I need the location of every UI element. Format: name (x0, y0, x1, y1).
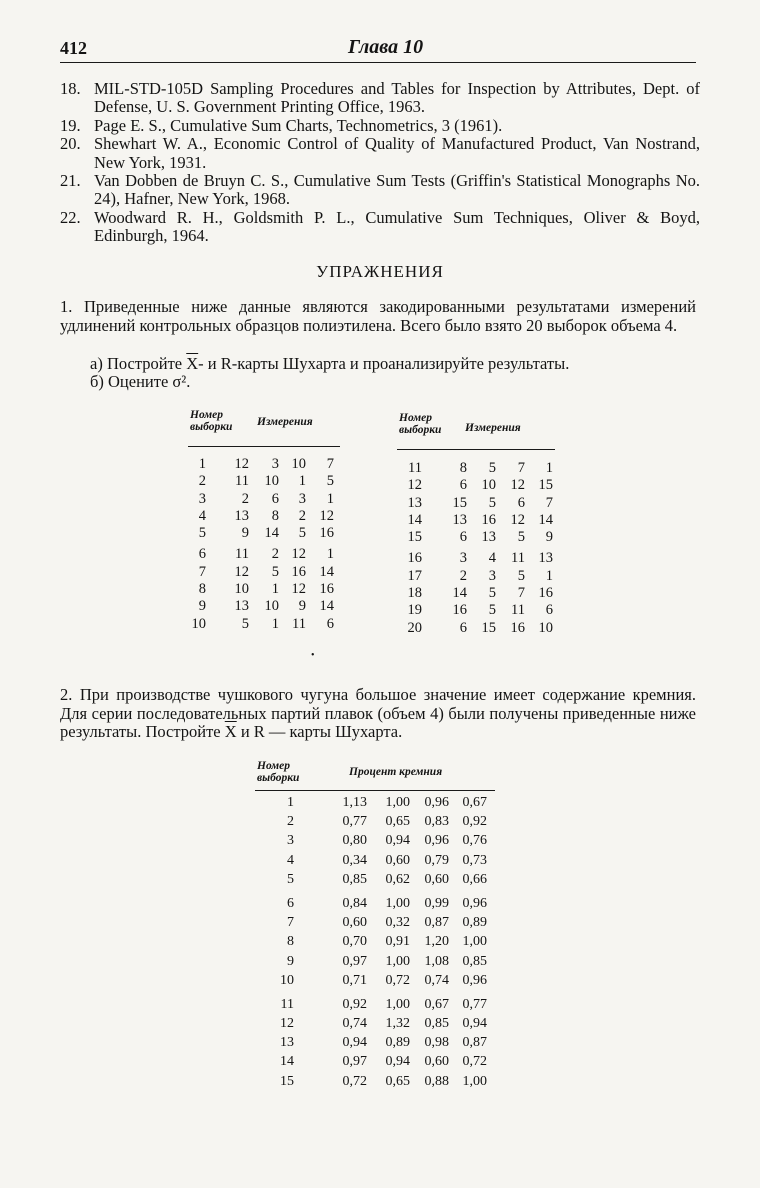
table-cell: 0,96 (462, 895, 487, 911)
table-cell: 0,96 (462, 972, 487, 988)
table-cell: 16 (452, 602, 467, 619)
table-cell: 0,65 (385, 1073, 410, 1089)
table-cell: 0,92 (342, 996, 367, 1012)
page-number: 412 (60, 38, 87, 58)
table-cell: 13 (234, 598, 249, 615)
exercise-2-prefix: 2. При производстве чушкового чугуна большое значение имеет содержание кремния. Для серии последовательных партий плавок (объем 4) были получены приведенные ниже результаты. Постройте (60, 685, 696, 741)
table-row (272, 894, 487, 913)
x-bar-symbol: $\overline{X}$ (224, 722, 237, 741)
table-row (272, 1014, 487, 1033)
table-cell: 9 (545, 529, 553, 546)
table-cell: 0,80 (342, 833, 367, 849)
table-cell: 6 (459, 477, 467, 494)
table-cell: 2 (271, 546, 279, 563)
exercise-1-item-a (90, 355, 569, 374)
table-cell: 5 (298, 525, 306, 542)
reference-text: Woodward R. H., Goldsmith P. L., Cumulative Sum Techniques, Oliver & Boyd, Edinburgh, 1964. (94, 207, 700, 246)
header-line: выборки (257, 772, 300, 784)
table-cell: 0,88 (424, 1073, 449, 1089)
table-cell: 16 (510, 619, 525, 636)
table1-right-body (400, 460, 553, 637)
table-cell: 9 (298, 598, 306, 615)
table-cell: 15 (452, 494, 467, 511)
table-cell: 1,00 (385, 795, 410, 810)
exercise-2-text (60, 686, 696, 742)
table2-rule (255, 790, 495, 791)
table-cell: 8 (287, 934, 294, 950)
table-cell: 1 (545, 460, 553, 476)
table-cell: 0,77 (462, 996, 487, 1012)
exercise-2-rest: и R — карты Шухарта. (240, 722, 403, 741)
table-cell: 14 (538, 511, 553, 528)
header-line: выборки (399, 424, 442, 436)
header-line: Номер (190, 409, 223, 421)
reference-number: 19. (60, 115, 81, 135)
table-cell: 17 (407, 567, 422, 584)
table-row (186, 581, 334, 598)
table-cell: 1,00 (462, 1073, 487, 1089)
table-cell: 0,85 (342, 871, 367, 887)
table-cell: 9 (241, 525, 249, 542)
table-cell: 4 (488, 550, 496, 567)
table-cell: 13 (538, 550, 553, 567)
table1-right-sample-header (399, 412, 441, 436)
table-row (272, 1033, 487, 1052)
table-cell: 9 (287, 953, 294, 969)
table-cell: 5 (326, 473, 334, 490)
table-cell: 11 (292, 615, 306, 632)
table-cell: 11 (280, 996, 294, 1012)
table-row (272, 1052, 487, 1071)
table-cell: 1 (326, 490, 334, 507)
table-cell: 5 (488, 460, 496, 476)
table-cell: 12 (234, 456, 249, 472)
table-row (272, 913, 487, 932)
table-cell: 1,00 (385, 953, 410, 969)
table-cell: 2 (298, 507, 306, 524)
table-row (272, 995, 487, 1014)
header-line: Номер (257, 760, 290, 772)
table-cell: 10 (264, 598, 279, 615)
table-cell: 11 (511, 550, 525, 567)
table-cell: 10 (191, 615, 206, 632)
table-cell: 16 (319, 581, 334, 598)
table-row (400, 550, 553, 567)
table-cell: 4 (287, 852, 294, 868)
table-cell: 0,71 (342, 972, 367, 988)
table-cell: 7 (517, 585, 525, 602)
table-cell: 0,87 (424, 915, 449, 931)
table-cell: 14 (319, 563, 334, 580)
table-row (400, 477, 553, 494)
table-cell: 1 (545, 567, 553, 584)
table-cell: 11 (235, 473, 249, 490)
table-cell: 11 (235, 546, 249, 563)
table-cell: 10 (280, 972, 294, 988)
reference-text: MIL-STD-105D Sampling Procedures and Tables for Inspection by Attributes, Dept. of Defense, U. S. Government Printing Office, 1963. (94, 79, 700, 117)
table-cell: 12 (280, 1016, 294, 1032)
table-cell: 11 (511, 602, 525, 619)
table-cell: 5 (287, 871, 294, 887)
table-cell: 0,60 (385, 852, 410, 868)
reference-text: Shewhart W. A., Economic Control of Quality of Manufactured Product, Van Nostrand, New York, 1931. (94, 134, 700, 172)
table-row (400, 460, 553, 477)
table-cell: 1,13 (342, 795, 367, 810)
table-row (186, 525, 334, 542)
table-cell: 18 (407, 585, 422, 602)
table-cell: 5 (517, 529, 525, 546)
table-cell: 0,84 (342, 895, 367, 911)
reference-number: 20. (60, 134, 81, 154)
table-cell: 0,66 (462, 871, 487, 887)
table-cell: 16 (319, 525, 334, 542)
table-row (272, 812, 487, 831)
table-cell: 7 (545, 494, 553, 511)
table2-percent-header: Процент кремния (349, 766, 443, 778)
table-cell: 0,72 (462, 1054, 487, 1070)
reference-item (60, 209, 700, 246)
table-cell: 6 (287, 895, 294, 911)
table1-left-measure-header: Измерения (257, 416, 313, 428)
table-cell: 7 (287, 915, 294, 931)
table-cell: 0,89 (462, 915, 487, 931)
table-cell: 6 (459, 619, 467, 636)
table-cell: 0,60 (424, 871, 449, 887)
table-cell: 0,99 (424, 895, 449, 911)
table-cell: 10 (291, 456, 306, 472)
table-cell: 12 (407, 477, 422, 494)
table-cell: 15 (407, 529, 422, 546)
table-cell: 15 (538, 477, 553, 494)
table-cell: 6 (517, 494, 525, 511)
table-cell: 0,94 (462, 1016, 487, 1032)
table-cell: 5 (517, 567, 525, 584)
table-cell: 0,76 (462, 833, 487, 849)
table-cell: 1 (298, 473, 306, 490)
table-cell: 0,96 (424, 833, 449, 849)
table-cell: 0,87 (462, 1035, 487, 1051)
table-cell: 0,60 (424, 1054, 449, 1070)
table-cell: 0,67 (462, 795, 487, 810)
table-cell: 1 (271, 581, 279, 598)
table-cell: 6 (459, 529, 467, 546)
table-row (400, 529, 553, 546)
table-row (272, 1072, 487, 1091)
table-cell: 0,85 (424, 1016, 449, 1032)
table-row (186, 598, 334, 615)
table-cell: 5 (488, 585, 496, 602)
table-cell: 0,91 (385, 934, 410, 950)
table-row (400, 602, 553, 619)
table-cell: 0,92 (462, 814, 487, 830)
table1-right-rule (397, 449, 555, 450)
table-cell: 0,97 (342, 1054, 367, 1070)
table-cell: 12 (510, 511, 525, 528)
table-cell: 3 (198, 490, 206, 507)
table-cell: 1 (271, 615, 279, 632)
table-cell: 13 (234, 507, 249, 524)
table-cell: 13 (407, 494, 422, 511)
table-cell: 0,74 (424, 972, 449, 988)
table-cell: 5 (488, 494, 496, 511)
table2-sample-header (257, 760, 299, 784)
table-cell: 2 (287, 814, 294, 830)
table-cell: 1,20 (424, 934, 449, 950)
reference-item (60, 117, 700, 135)
table-cell: 10 (234, 581, 249, 598)
table-cell: 0,79 (424, 852, 449, 868)
table-cell: 0,32 (385, 915, 410, 931)
table-cell: 14 (319, 598, 334, 615)
table-row (400, 620, 553, 637)
table-row (272, 851, 487, 870)
table-cell: 12 (234, 563, 249, 580)
table-cell: 0,85 (462, 953, 487, 969)
table-cell: 16 (407, 550, 422, 567)
table-cell: 4 (198, 507, 206, 524)
table-cell: 6 (198, 546, 206, 563)
table-cell: 0,94 (385, 1054, 410, 1070)
table-cell: 6 (326, 615, 334, 632)
table-cell: 0,72 (342, 1073, 367, 1089)
table-cell: 12 (510, 477, 525, 494)
table-cell: 7 (517, 460, 525, 476)
table-row (400, 495, 553, 512)
reference-item (60, 80, 700, 117)
section-title: УПРАЖНЕНИЯ (316, 262, 444, 281)
page-header (60, 36, 696, 63)
reference-number: 22. (60, 207, 81, 227)
table-row (400, 585, 553, 602)
table-cell: 15 (481, 619, 496, 636)
table-cell: 12 (291, 581, 306, 598)
table-cell: 16 (291, 563, 306, 580)
table-cell: 5 (198, 525, 206, 542)
header-line: выборки (190, 421, 233, 433)
table-cell: 0,94 (342, 1035, 367, 1051)
table-cell: 2 (198, 473, 206, 490)
table-cell: 0,74 (342, 1016, 367, 1032)
table-cell: 7 (326, 456, 334, 472)
table1-right-measure-header: Измерения (465, 422, 521, 434)
table-cell: 6 (271, 490, 279, 507)
table-cell: 16 (538, 585, 553, 602)
table-cell: 1 (326, 546, 334, 563)
table-cell: 0,67 (424, 996, 449, 1012)
table-cell: 8 (198, 581, 206, 598)
table-cell: 11 (408, 460, 422, 476)
table-cell: 0,94 (385, 833, 410, 849)
table-cell: 6 (545, 602, 553, 619)
table-cell: 14 (452, 585, 467, 602)
table-cell: 0,83 (424, 814, 449, 830)
table-cell: 20 (407, 619, 422, 636)
table-cell: 5 (241, 615, 249, 632)
table-cell: 1 (287, 795, 294, 810)
table-cell: 13 (481, 529, 496, 546)
table-cell: 1,00 (385, 895, 410, 911)
table-row (186, 456, 334, 473)
item-a-rest: - и R-карты Шухарта и проанализируйте результаты. (198, 354, 570, 373)
print-speck: • (311, 650, 315, 661)
table-row (272, 793, 487, 812)
table-cell: 0,65 (385, 814, 410, 830)
table-cell: 14 (264, 525, 279, 542)
table-row (186, 616, 334, 633)
reference-number: 18. (60, 79, 81, 98)
table-cell: 5 (488, 602, 496, 619)
table-cell: 1,00 (385, 996, 410, 1012)
table-cell: 1,08 (424, 953, 449, 969)
header-line: Номер (399, 412, 432, 424)
reference-number: 21. (60, 171, 81, 191)
table-row (272, 932, 487, 951)
table-row (186, 508, 334, 525)
table-cell: 1,00 (462, 934, 487, 950)
table-row (400, 512, 553, 529)
table-cell: 5 (271, 563, 279, 580)
table-cell: 0,89 (385, 1035, 410, 1051)
table-cell: 0,98 (424, 1035, 449, 1051)
table-cell: 12 (291, 546, 306, 563)
table-cell: 19 (407, 602, 422, 619)
table-cell: 2 (241, 490, 249, 507)
table-cell: 10 (481, 477, 496, 494)
reference-item (60, 135, 700, 172)
table-cell: 3 (459, 550, 467, 567)
reference-text: Page E. S., Cumulative Sum Charts, Technometrics, 3 (1961). (94, 115, 503, 135)
x-bar-symbol: $\overline{X}$ (186, 354, 199, 373)
reference-list (60, 80, 700, 246)
table-cell: 9 (198, 598, 206, 615)
table-cell: 0,72 (385, 972, 410, 988)
exercise-1-text: 1. Приведенные ниже данные являются закодированными результатами измерений удлинений контрольных образцов полиэтилена. Всего было взято 20 выборок объема 4. (60, 297, 696, 335)
table-cell: 14 (407, 511, 422, 528)
table-row (186, 473, 334, 490)
table-cell: 0,60 (342, 915, 367, 931)
table-cell: 7 (198, 563, 206, 580)
reference-text: Van Dobben de Bruyn C. S., Cumulative Sum Tests (Griffin's Statistical Monographs No. 24), Hafner, New York, 1968. (94, 171, 700, 209)
table-row (272, 831, 487, 850)
table-cell: 13 (452, 511, 467, 528)
table-cell: 0,70 (342, 934, 367, 950)
table-cell: 0,97 (342, 953, 367, 969)
table-cell: 1,32 (385, 1016, 410, 1032)
table-cell: 8 (459, 460, 467, 476)
table-cell: 0,73 (462, 852, 487, 868)
table-cell: 16 (481, 511, 496, 528)
table-cell: 14 (280, 1054, 294, 1070)
table-row (186, 564, 334, 581)
table-cell: 10 (538, 619, 553, 636)
table-cell: 3 (298, 490, 306, 507)
table-cell: 8 (271, 507, 279, 524)
table-row (272, 952, 487, 971)
table-row (186, 491, 334, 508)
table-cell: 15 (280, 1073, 294, 1089)
table-cell: 2 (459, 567, 467, 584)
table-row (186, 546, 334, 563)
chapter-title: Глава 10 (348, 36, 424, 58)
table-cell: 0,96 (424, 795, 449, 810)
table-cell: 1 (198, 456, 206, 472)
table-row (272, 971, 487, 990)
exercise-1-item-b: б) Оцените σ². (90, 372, 191, 391)
table1-left-rule (188, 446, 340, 447)
item-a-prefix: а) Постройте (90, 354, 183, 373)
reference-item (60, 172, 700, 209)
table2-body (272, 793, 487, 1091)
table-row (272, 870, 487, 889)
table-cell: 0,62 (385, 871, 410, 887)
table1-left-body (186, 456, 334, 633)
table-cell: 3 (287, 833, 294, 849)
table-row (400, 568, 553, 585)
table1-left-sample-header (190, 409, 232, 433)
table-cell: 12 (319, 507, 334, 524)
table-cell: 3 (488, 567, 496, 584)
table-cell: 0,77 (342, 814, 367, 830)
table-cell: 3 (271, 456, 279, 472)
table-cell: 10 (264, 473, 279, 490)
table-cell: 0,34 (342, 852, 367, 868)
table-cell: 13 (280, 1035, 294, 1051)
